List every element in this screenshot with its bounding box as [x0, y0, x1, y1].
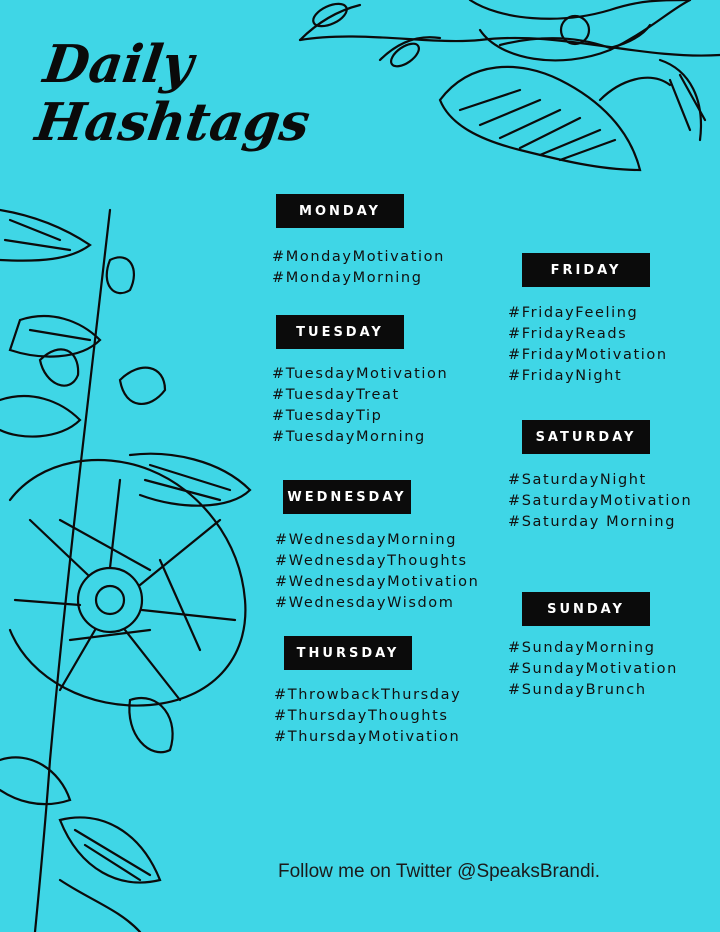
sunday-label: SUNDAY — [522, 592, 650, 626]
monday-label: MONDAY — [276, 194, 404, 228]
friday-label: FRIDAY — [522, 253, 650, 287]
title-line-hashtags: Hashtags — [31, 92, 314, 154]
hashtag-item: #WednesdayWisdom — [275, 595, 455, 611]
thursday-hashtag-list — [274, 685, 461, 748]
hashtag-item: #SaturdayNight — [508, 472, 647, 488]
hashtag-item: #MondayMorning — [272, 270, 423, 286]
hashtag-item: #ThrowbackThursday — [274, 687, 462, 703]
top-right-flower-icon — [300, 0, 720, 170]
hashtag-item: #SaturdayMotivation — [508, 493, 693, 509]
hashtag-item: #FridayFeeling — [508, 305, 639, 321]
saturday-hashtag-list — [508, 470, 692, 533]
wednesday-hashtag-list — [275, 530, 479, 614]
friday-hashtag-list — [508, 303, 668, 387]
hashtag-item: #SundayBrunch — [508, 682, 647, 698]
hashtag-item: #FridayReads — [508, 326, 628, 342]
hashtag-item: #TuesdayTreat — [272, 387, 400, 403]
hashtag-item: #WednesdayMorning — [275, 532, 457, 548]
sunday-hashtag-list — [508, 638, 678, 701]
twitter-follow-text: Follow me on Twitter @SpeaksBrandi. — [278, 861, 601, 882]
hashtag-item: #TuesdayMorning — [272, 429, 426, 445]
hashtag-item: #WednesdayMotivation — [275, 574, 480, 590]
hashtag-item: #SundayMorning — [508, 640, 656, 656]
hashtag-item: #Saturday Morning — [508, 514, 677, 530]
hashtag-item: #ThursdayThoughts — [274, 708, 449, 724]
hashtag-item: #TuesdayTip — [272, 408, 383, 424]
hashtag-item: #ThursdayMotivation — [274, 729, 461, 745]
tuesday-label: TUESDAY — [276, 315, 404, 349]
tuesday-hashtag-list — [272, 364, 448, 448]
hashtag-item: #FridayNight — [508, 368, 623, 384]
hashtag-item: #SundayMotivation — [508, 661, 678, 677]
wednesday-label: WEDNESDAY — [283, 480, 411, 514]
hashtag-item: #TuesdayMotivation — [272, 366, 449, 382]
thursday-label: THURSDAY — [284, 636, 412, 670]
hashtag-item: #MondayMotivation — [272, 249, 445, 265]
page-title — [32, 36, 322, 152]
saturday-label: SATURDAY — [522, 420, 650, 454]
title-line-daily: Daily — [39, 34, 197, 95]
left-flower-icon — [0, 210, 250, 932]
monday-hashtag-list — [272, 247, 445, 289]
hashtag-item: #FridayMotivation — [508, 347, 668, 363]
hashtag-item: #WednesdayThoughts — [275, 553, 468, 569]
